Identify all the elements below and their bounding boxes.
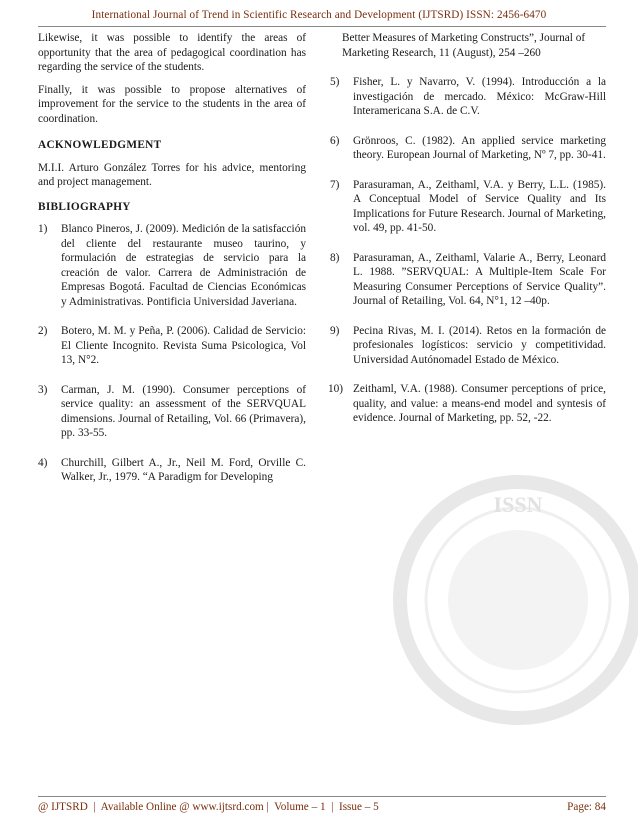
reference-item — [330, 134, 606, 163]
reference-number: 2) — [38, 325, 48, 337]
reference-text: Parasuraman, A., Zeithaml, V.A. y Berry, L.L. (1985). A Conceptual Model of Service Quality and Its Implications for Future Research. Journal of Marketing, vol. 49, pp. 41-50. — [353, 178, 606, 234]
header-rule — [38, 26, 606, 27]
page-number: Page: 84 — [567, 801, 606, 813]
left-column — [38, 31, 306, 500]
reference-number: 4) — [38, 456, 48, 469]
reference-item — [330, 382, 606, 426]
journal-seal-watermark — [388, 470, 638, 730]
reference-number: 10) — [328, 383, 344, 395]
reference-number: 7) — [330, 178, 340, 191]
reference-item — [38, 324, 306, 368]
reference-text: Grönroos, C. (1982). An applied service marketing theory. European Journal of Marketing, Nº 7, pp. 30-41. — [353, 134, 606, 161]
reference-item — [38, 222, 306, 309]
reference-number: 5) — [330, 76, 340, 88]
reference-text: Pecina Rivas, M. I. (2014). Retos en la formación de profesionales logísticos: servicio y competitividad. Universidad Autónomadel Estado de México. — [353, 324, 606, 366]
journal-header: International Journal of Trend in Scientific Research and Development (IJTSRD) ISSN: 2456-6470 — [91, 9, 547, 21]
reference-text: Blanco Pineros, J. (2009). Medición de la satisfacción del cliente del restaurante museo taurino, y formulación de estrategias de servicio para la creación de valor. Carrera de Administración de Empresas Bogotá. Facultad de Ciencias Económicas y Administrativas. Pontificia Universidad Javeriana. — [61, 223, 306, 308]
reference-text: Churchill, Gilbert A., Jr., Neil M. Ford, Orville C. Walker, Jr., 1979. “A Paradigm for Developing — [61, 456, 306, 483]
footer-rule — [38, 796, 606, 797]
footer-info: @ IJTSRD | Available Online @ www.ijtsrd.com | Volume – 1 | Issue – 5 — [38, 801, 379, 813]
reference-number: 9) — [330, 324, 340, 337]
reference-item — [330, 75, 606, 119]
reference-number: 8) — [330, 251, 340, 264]
right-column — [330, 31, 606, 441]
reference-item — [38, 456, 306, 485]
paragraph: Likewise, it was possible to identify the areas of opportunity that the area of pedagogical coordination has regarding the service of the students. — [38, 32, 306, 73]
reference-item — [330, 324, 606, 368]
reference-text: Zeithaml, V.A. (1988). Consumer perceptions of price, quality, and value: a means-end model and syntesis of evidence. Journal of Marketing, pp. 52, -22. — [353, 383, 606, 424]
acknowledgment-heading: ACKNOWLEDGMENT — [38, 139, 162, 151]
acknowledgment-text: M.I.I. Arturo González Torres for his advice, mentoring and project management. — [38, 161, 306, 188]
reference-text: Fisher, L. y Navarro, V. (1994). Introducción a la investigación de mercado. México: McGraw-Hill Interamericana S.A. de C.V. — [353, 76, 606, 117]
paragraph: Finally, it was possible to propose alternatives of improvement for the service to the students in the area of coordination. — [38, 83, 306, 125]
reference-number: 1) — [38, 223, 48, 235]
reference-text: Botero, M. M. y Peña, P. (2006). Calidad de Servicio: El Cliente Incognito. Revista Suma Psicologica, Vol 13, N°2. — [61, 325, 306, 366]
svg-text:ISSN: ISSN — [493, 492, 543, 517]
reference-text: Parasuraman, A., Zeithaml, Valarie A., Berry, Leonard L. 1988. ”SERVQUAL: A Multiple-Item Scale For Measuring Consumer Perceptions of Service Quality”. Journal of Retailing, Vol. 64, N°1, 12 –40p. — [353, 251, 606, 307]
reference-item — [330, 251, 606, 309]
reference-text: Carman, J. M. (1990). Consumer perceptions of service quality: an assessment of the SERVQUAL dimensions. Journal of Retailing, Vol. 66 (Primavera), pp. 33-55. — [61, 383, 306, 439]
reference-number: 6) — [330, 134, 340, 147]
reference-item — [38, 383, 306, 441]
bibliography-heading: BIBLIOGRAPHY — [38, 200, 131, 213]
reference-number: 3) — [38, 383, 48, 396]
reference-continuation: Better Measures of Marketing Constructs”, Journal of Marketing Research, 11 (August), 254 –260 — [342, 32, 586, 59]
reference-item — [330, 178, 606, 236]
